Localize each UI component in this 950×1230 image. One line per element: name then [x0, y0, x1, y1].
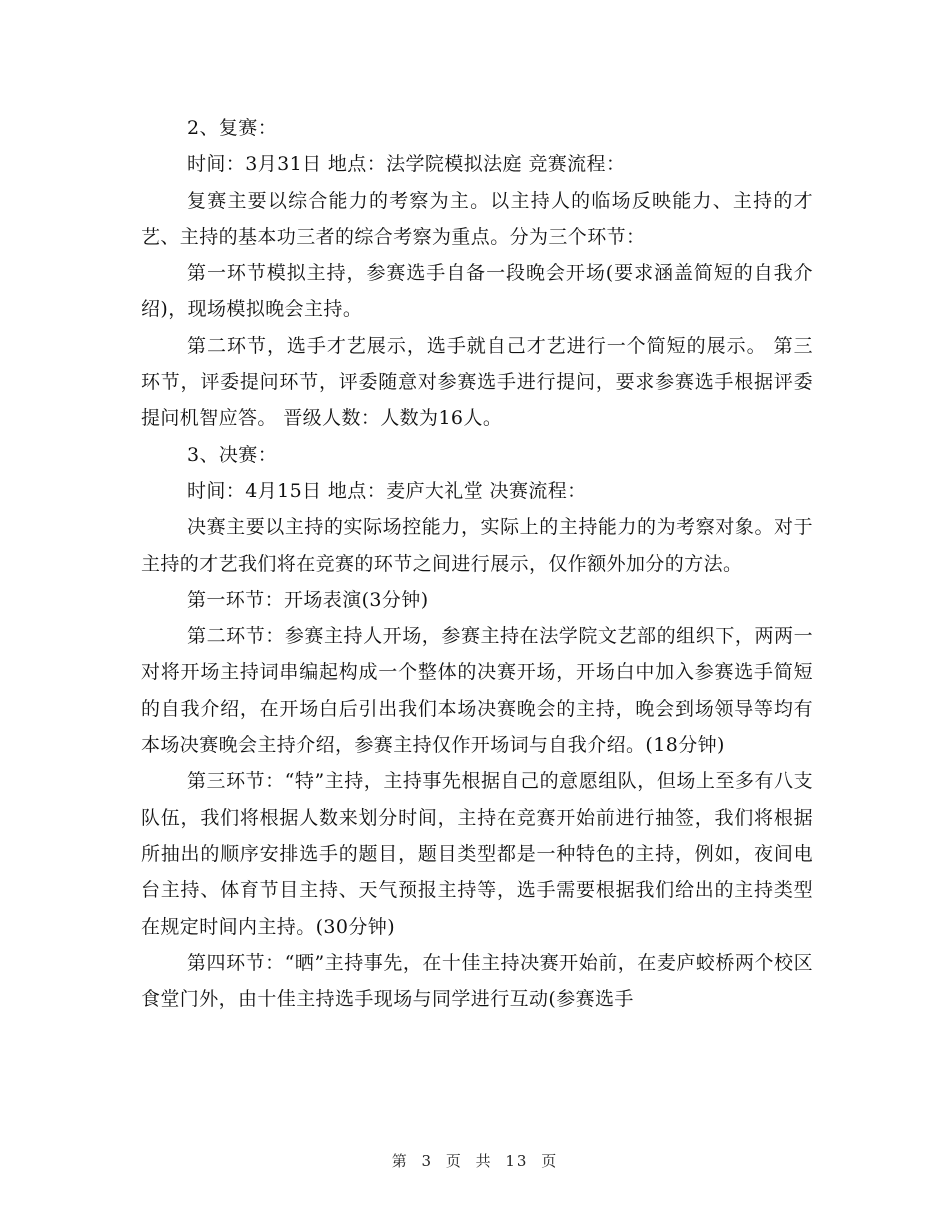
page-number-footer: 第 3 页 共 13 页 — [391, 1152, 559, 1170]
semifinal-overview: 复赛主要以综合能力的考察为主。以主持人的临场反映能力、主持的才艺、主持的基本功三者的综合考察为重点。分为三个环节： — [141, 189, 813, 248]
section-heading-final: 3、决赛： — [187, 443, 278, 466]
semifinal-time-location: 时间：3月31日 地点：法学院模拟法庭 竞赛流程： — [187, 153, 626, 176]
final-round-four: 第四环节：“晒”主持事先，在十佳主持决赛开始前，在麦庐蛟桥两个校区食堂门外，由十佳主持选手现场与同学进行互动(参赛选手 — [141, 951, 813, 1011]
final-round-three: 第三环节：“特”主持，主持事先根据自己的意愿组队，但场上至多有八支队伍，我们将根据人数来划分时间，主持在竞赛开始前进行抽签，我们将根据所抽出的顺序安排选手的题目，题目类型都是一种特色的主持，例如，夜间电台主持、体育节目主持、天气预报主持等，选手需要根据我们给出的主持类型在规定时间内主持。(30分钟) — [141, 770, 813, 938]
final-round-two: 第二环节：参赛主持人开场，参赛主持在法学院文艺部的组织下，两两一对将开场主持词串编起构成一个整体的决赛开场，开场白中加入参赛选手简短的自我介绍，在开场白后引出我们本场决赛晚会的主持，晚会到场领导等均有本场决赛晚会主持介绍，参赛主持仅作开场词与自我介绍。(18分钟) — [141, 625, 813, 757]
final-time-location: 时间：4月15日 地点：麦庐大礼堂 决赛流程： — [187, 479, 587, 502]
final-overview: 决赛主要以主持的实际场控能力，实际上的主持能力的为考察对象。对于主持的才艺我们将在竞赛的环节之间进行展示，仅作额外加分的方法。 — [141, 516, 813, 575]
semifinal-round-two-three: 第二环节，选手才艺展示，选手就自己才艺进行一个简短的展示。 第三环节，评委提问环节，评委随意对参赛选手进行提问，要求参赛选手根据评委提问机智应答。 晋级人数：人数为16人。 — [141, 334, 813, 430]
semifinal-round-one: 第一环节模拟主持，参赛选手自备一段晚会开场(要求涵盖简短的自我介绍)，现场模拟晚会主持。 — [141, 262, 813, 321]
final-round-one: 第一环节：开场表演(3分钟) — [187, 588, 429, 611]
section-heading-semifinal: 2、复赛： — [187, 117, 278, 139]
document-body — [141, 110, 813, 1017]
